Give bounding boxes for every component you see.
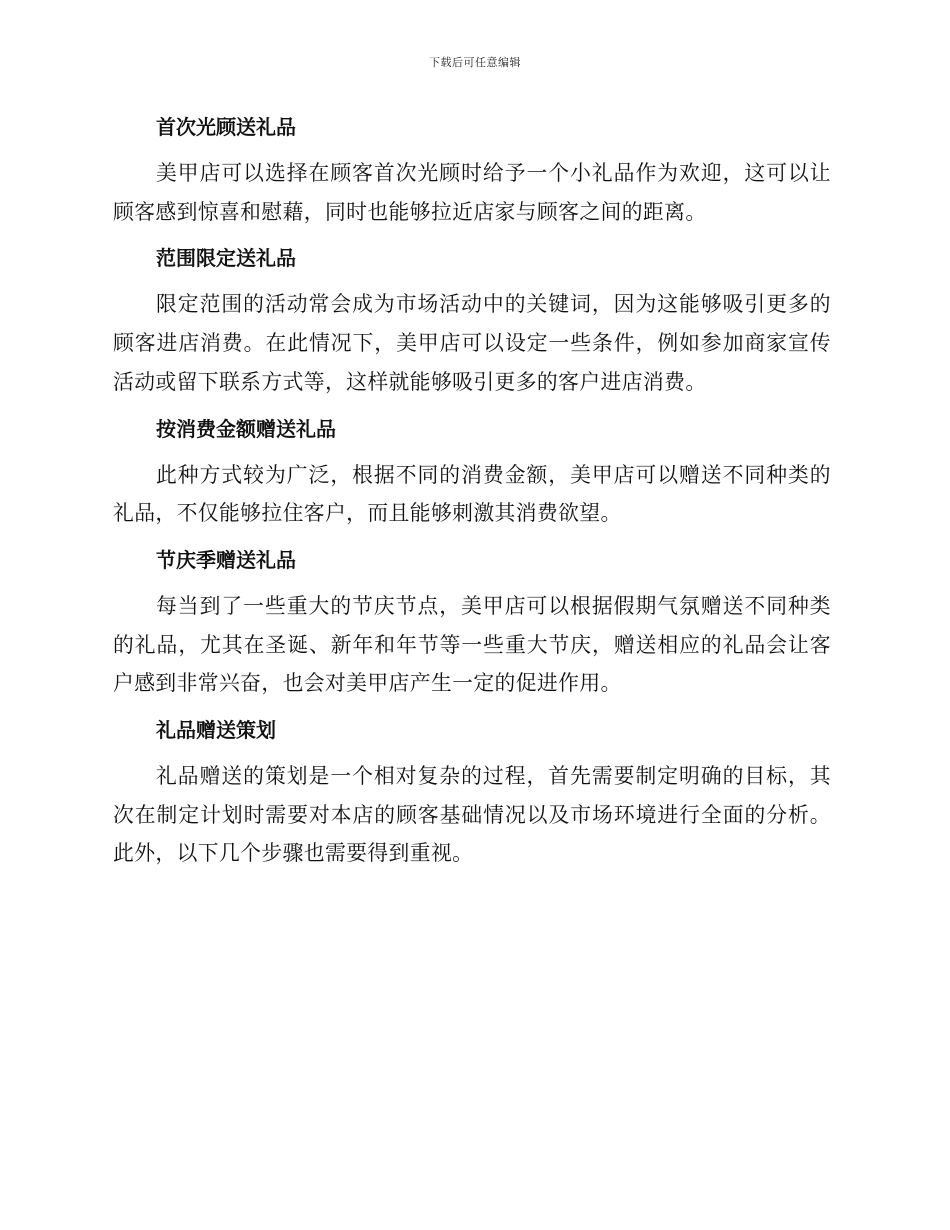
section-heading: 节庆季赠送礼品 (156, 547, 296, 572)
section-gift-planning (113, 709, 831, 873)
section-paragraph: 礼品赠送的策划是一个相对复杂的过程，首先需要制定明确的目标，其次在制定计划时需要对本店的顾客基础情况以及市场环境进行全面的分析。此外，以下几个步骤也需要得到重视。 (113, 764, 831, 866)
section-heading: 范围限定送礼品 (156, 246, 296, 271)
section-paragraph: 每当到了一些重大的节庆节点，美甲店可以根据假期气氛赠送不同种类的礼品，尤其在圣诞、新年和年节等一些重大节庆，赠送相应的礼品会让客户感到非常兴奋，也会对美甲店产生一定的促进作用。 (113, 593, 831, 696)
section-paragraph: 美甲店可以选择在顾客首次光顾时给予一个小礼品作为欢迎，这可以让顾客感到惊喜和慰藉，同时也能够拉近店家与顾客之间的距离。 (113, 161, 831, 224)
section-festival (113, 539, 831, 703)
section-first-visit (113, 106, 831, 231)
section-scope-limited (113, 237, 831, 401)
section-heading: 按消费金额赠送礼品 (156, 416, 336, 441)
page-header-watermark: 下载后可任意编辑 (429, 56, 521, 69)
section-heading: 礼品赠送策划 (156, 718, 276, 743)
section-spend-amount (113, 408, 831, 533)
document-body (113, 106, 831, 879)
section-paragraph: 限定范围的活动常会成为市场活动中的关键词，因为这能够吸引更多的顾客进店消费。在此情况下，美甲店可以设定一些条件，例如参加商家宣传活动或留下联系方式等，这样就能够吸引更多的客户进店消费。 (113, 292, 831, 394)
section-paragraph: 此种方式较为广泛，根据不同的消费金额，美甲店可以赠送不同种类的礼品，不仅能够拉住客户，而且能够刺激其消费欲望。 (113, 462, 831, 526)
section-heading: 首次光顾送礼品 (156, 115, 296, 139)
